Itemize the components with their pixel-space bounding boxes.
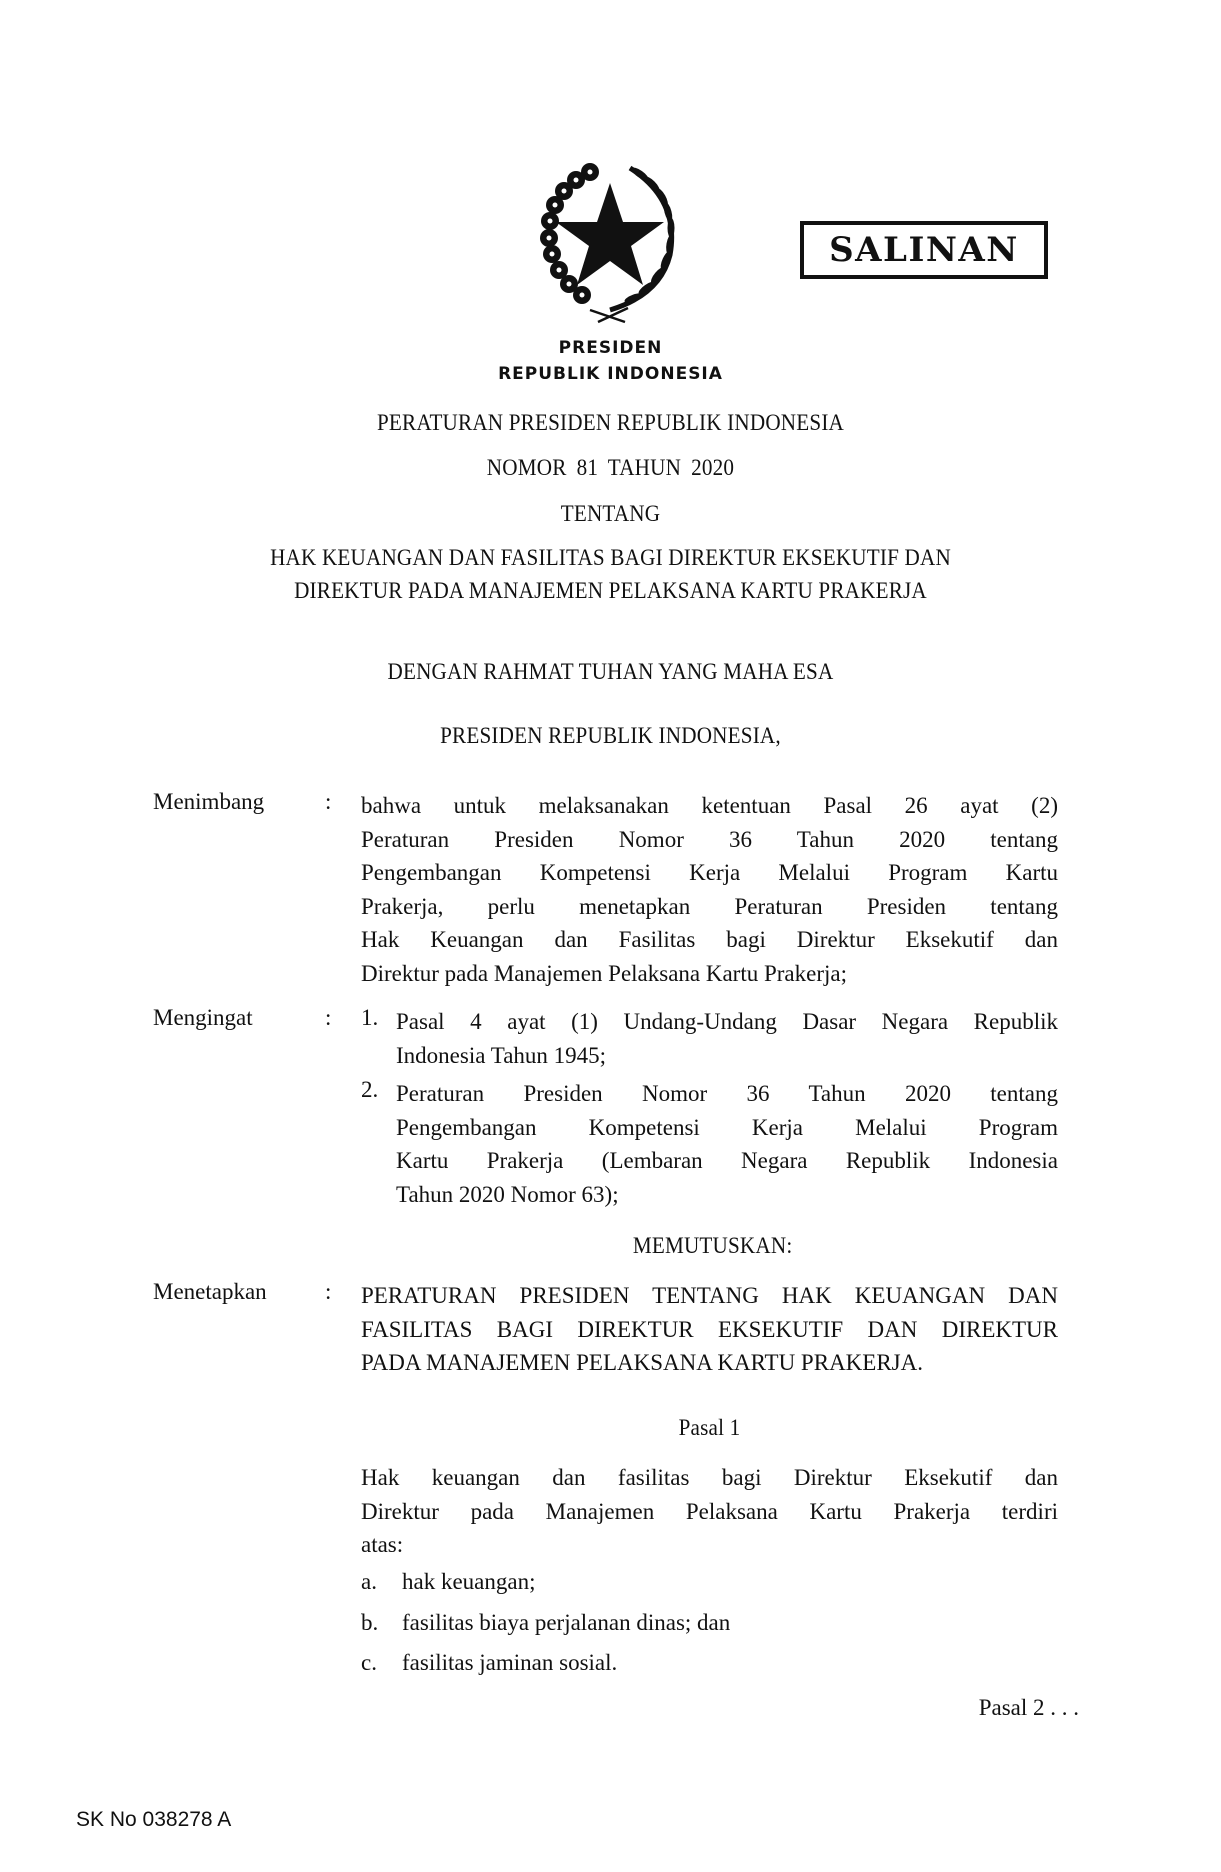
serial-number: SK No 038278 A <box>76 1808 232 1831</box>
document-type: PERATURAN PRESIDEN REPUBLIK INDONESIA <box>376 410 845 435</box>
mengingat-item-2 <box>396 1077 1058 1211</box>
menimbang-colon: : <box>325 789 332 814</box>
pasal-1-item-letter: b. <box>361 1610 379 1635</box>
menimbang-line: Pengembangan Kompetensi Kerja Melalui Program Kartu <box>361 860 1058 885</box>
mengingat-line: Pasal 4 ayat (1) Undang-Undang Dasar Negara Republik <box>396 1009 1058 1034</box>
mengingat-colon: : <box>325 1005 332 1030</box>
institution-line-1: PRESIDEN <box>558 338 663 358</box>
mengingat-item-1 <box>396 1005 1058 1072</box>
menimbang-line: Hak Keuangan dan Fasilitas bagi Direktur Eksekutif dan <box>361 927 1058 952</box>
memutuskan-heading: MEMUTUSKAN: <box>632 1233 793 1258</box>
menimbang-text <box>361 789 1058 990</box>
continuation-marker: Pasal 2 . . . <box>978 1695 1079 1720</box>
mengingat-line: Kartu Prakerja (Lembaran Negara Republik Indonesia <box>396 1148 1058 1173</box>
authority: PRESIDEN REPUBLIK INDONESIA, <box>440 723 781 748</box>
mengingat-line: Peraturan Presiden Nomor 36 Tahun 2020 tentang <box>396 1081 1058 1106</box>
pasal-1-line: Hak keuangan dan fasilitas bagi Direktur Eksekutif dan <box>361 1465 1058 1490</box>
presidential-emblem-icon <box>530 150 700 325</box>
menetapkan-line: PERATURAN PRESIDEN TENTANG HAK KEUANGAN DAN <box>361 1283 1058 1308</box>
salinan-label: SALINAN <box>829 230 1019 270</box>
pasal-1-heading: Pasal 1 <box>678 1415 741 1440</box>
mengingat-item-number: 2. <box>361 1077 379 1102</box>
pasal-1-body <box>361 1461 1058 1562</box>
pasal-1-item-text: fasilitas jaminan sosial. <box>402 1650 618 1675</box>
menimbang-line: Peraturan Presiden Nomor 36 Tahun 2020 tentang <box>361 826 1058 852</box>
pasal-1-line: Direktur pada Manajemen Pelaksana Kartu Prakerja terdiri <box>361 1498 1058 1524</box>
mengingat-item-number: 1. <box>361 1005 379 1030</box>
subject-line-1: HAK KEUANGAN DAN FASILITAS BAGI DIREKTUR EKSEKUTIF DAN <box>270 545 951 570</box>
pasal-1-item-letter: c. <box>361 1650 377 1675</box>
menimbang-line: bahwa untuk melaksanakan ketentuan Pasal 26 ayat (2) <box>361 793 1058 818</box>
mengingat-line: Tahun 2020 Nomor 63); <box>396 1181 619 1207</box>
pasal-1-item-text: fasilitas biaya perjalanan dinas; dan <box>402 1610 731 1635</box>
document-number: NOMOR 81 TAHUN 2020 <box>486 455 735 480</box>
menimbang-line: Prakerja, perlu menetapkan Peraturan Presiden tentang <box>361 893 1058 919</box>
institution-line-2: REPUBLIK INDONESIA <box>498 364 723 384</box>
menetapkan-colon: : <box>325 1279 332 1304</box>
salinan-stamp <box>800 221 1048 279</box>
invocation: DENGAN RAHMAT TUHAN YANG MAHA ESA <box>387 659 834 684</box>
menetapkan-line: PADA MANAJEMEN PELAKSANA KARTU PRAKERJA. <box>361 1350 923 1375</box>
menetapkan-label: Menetapkan <box>153 1279 267 1304</box>
pasal-1-line: atas: <box>361 1532 404 1557</box>
mengingat-line: Pengembangan Kompetensi Kerja Melalui Program <box>396 1114 1058 1140</box>
pasal-1-item-letter: a. <box>361 1569 377 1594</box>
subject-line-2: DIREKTUR PADA MANAJEMEN PELAKSANA KARTU PRAKERJA <box>294 578 927 603</box>
mengingat-line: Indonesia Tahun 1945; <box>396 1042 607 1068</box>
pasal-1-item-text: hak keuangan; <box>402 1569 536 1594</box>
menetapkan-line: FASILITAS BAGI DIREKTUR EKSEKUTIF DAN DIREKTUR <box>361 1316 1058 1342</box>
mengingat-label: Mengingat <box>153 1005 253 1030</box>
menimbang-line: Direktur pada Manajemen Pelaksana Kartu Prakerja; <box>361 960 847 986</box>
menetapkan-text <box>361 1279 1058 1380</box>
tentang-label: TENTANG <box>560 501 661 526</box>
menimbang-label: Menimbang <box>153 789 265 814</box>
